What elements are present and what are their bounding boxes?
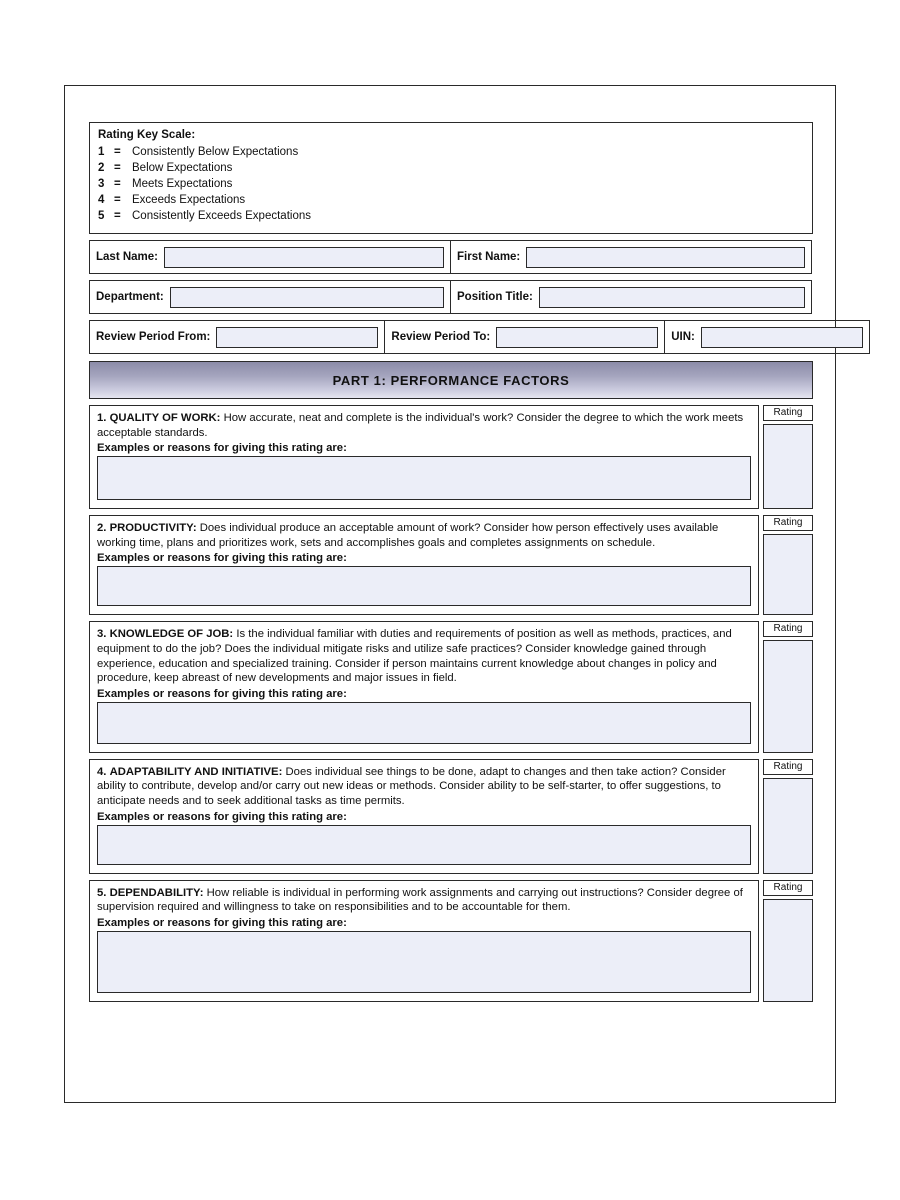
factor-number: 3. (97, 628, 107, 641)
name-row (89, 240, 813, 274)
examples-label: Examples or reasons for giving this rating are: (97, 552, 347, 565)
factor-comment-input[interactable] (97, 702, 751, 744)
rating-key-row (98, 208, 804, 224)
uin-cell (664, 320, 870, 354)
department-row (89, 280, 813, 314)
rating-input[interactable] (763, 899, 813, 1002)
rating-label: Rating (763, 405, 813, 421)
factor-question-text: Is the individual familiar with duties and requirements of position as well as methods, practices, and equipment to do the job? Does the individual mitigate risks and utilize safe practices? Consider knowledge gained through experience, education and specialized training. Consider if person maintains current knowledge about changes in policy and procedure, keep abreast of new developments and major issues in field. (97, 628, 732, 685)
rating-key-text: Exceeds Expectations (132, 194, 246, 206)
factor-block (89, 515, 813, 615)
rating-column (763, 880, 813, 1002)
rating-key-number: 3 (98, 178, 105, 190)
factor-block (89, 621, 813, 752)
review-from-cell (89, 320, 385, 354)
rating-key-text: Consistently Below Expectations (132, 146, 299, 158)
form-page (64, 85, 836, 1103)
factor-question-text: Does individual see things to be done, adapt to changes and then take action? Consider ability to contribute, develop and/or carry out new ideas or methods. Consider ability to be self-starter, to offer suggestions, to anticipate needs and to seek additional tasks as time permits. (97, 765, 726, 807)
first-name-label: First Name: (457, 251, 521, 263)
part1-header: PART 1: PERFORMANCE FACTORS (89, 361, 813, 399)
factor-question (97, 627, 751, 685)
rating-key-scale (89, 122, 813, 234)
rating-column (763, 405, 813, 509)
uin-label: UIN: (671, 331, 695, 343)
last-name-label: Last Name: (96, 251, 158, 263)
rating-input[interactable] (763, 424, 813, 509)
factor-number: 5. (97, 886, 107, 899)
rating-input[interactable] (763, 778, 813, 874)
department-label: Department: (96, 291, 164, 303)
factor-question (97, 765, 751, 809)
first-name-cell (450, 240, 812, 274)
factor-number: 4. (97, 765, 107, 778)
factor-title: QUALITY OF WORK: (109, 412, 221, 424)
factor-body (89, 515, 759, 615)
position-title-label: Position Title: (457, 291, 533, 303)
examples-label: Examples or reasons for giving this rating are: (97, 687, 347, 700)
rating-column (763, 759, 813, 874)
factor-number: 1. (97, 412, 107, 424)
rating-label: Rating (763, 759, 813, 775)
rating-label: Rating (763, 621, 813, 637)
rating-key-text: Meets Expectations (132, 178, 233, 190)
examples-label: Examples or reasons for giving this rating are: (97, 442, 347, 455)
review-from-input[interactable] (216, 327, 378, 348)
factor-question-text: How reliable is individual in performing work assignments and carrying out instructions? Consider degree of supervision required and willingness to take on responsibilities and to be accountable for them. (97, 886, 743, 914)
review-to-cell (384, 320, 665, 354)
factor-title: PRODUCTIVITY: (109, 522, 197, 535)
rating-key-row (98, 192, 804, 208)
form-sheet (89, 122, 813, 1002)
examples-label: Examples or reasons for giving this rating are: (97, 916, 347, 929)
factor-block (89, 880, 813, 1002)
factor-body (89, 621, 759, 752)
factor-block (89, 759, 813, 874)
review-from-label: Review Period From: (96, 331, 211, 343)
rating-key-equals: = (114, 162, 121, 174)
factor-comment-input[interactable] (97, 825, 751, 865)
department-cell (89, 280, 451, 314)
rating-key-number: 2 (98, 162, 105, 174)
rating-column (763, 515, 813, 615)
last-name-input[interactable] (164, 247, 444, 268)
factor-title: DEPENDABILITY: (109, 886, 204, 899)
rating-key-number: 4 (98, 194, 105, 206)
rating-input[interactable] (763, 534, 813, 615)
factor-comment-input[interactable] (97, 931, 751, 993)
rating-label: Rating (763, 880, 813, 896)
factor-body (89, 880, 759, 1002)
factor-number: 2. (97, 522, 107, 535)
factor-body (89, 759, 759, 874)
rating-label: Rating (763, 515, 813, 531)
rating-key-title: Rating Key Scale: (98, 129, 196, 141)
rating-key-equals: = (114, 194, 121, 206)
factor-question (97, 886, 751, 915)
position-title-input[interactable] (539, 287, 805, 308)
position-title-cell (450, 280, 812, 314)
rating-key-text: Below Expectations (132, 162, 233, 174)
factor-title: KNOWLEDGE OF JOB: (109, 628, 234, 641)
rating-key-equals: = (114, 178, 121, 190)
uin-input[interactable] (701, 327, 863, 348)
factor-question-text: Does individual produce an acceptable amount of work? Consider how person effectively uses available working time, plans and prioritizes work, sets and accomplishes goals and completes assignments on schedule. (97, 522, 719, 549)
factor-question (97, 521, 751, 550)
department-input[interactable] (170, 287, 444, 308)
factor-comment-input[interactable] (97, 456, 751, 500)
rating-column (763, 621, 813, 752)
factor-title: ADAPTABILITY AND INITIATIVE: (109, 765, 283, 778)
factor-block (89, 405, 813, 509)
examples-label: Examples or reasons for giving this rating are: (97, 810, 347, 823)
factor-comment-input[interactable] (97, 566, 751, 606)
factor-question-text: How accurate, neat and complete is the individual's work? Consider the degree to which the work meets acceptable standards. (97, 412, 744, 439)
rating-key-equals: = (114, 210, 121, 222)
review-period-row (89, 320, 813, 354)
rating-key-number: 1 (98, 146, 105, 158)
review-to-input[interactable] (496, 327, 658, 348)
rating-key-row (98, 144, 804, 160)
rating-input[interactable] (763, 640, 813, 752)
rating-key-text: Consistently Exceeds Expectations (132, 210, 311, 222)
rating-key-row (98, 160, 804, 176)
rating-key-row (98, 176, 804, 192)
factor-question (97, 411, 751, 440)
first-name-input[interactable] (526, 247, 805, 268)
rating-key-equals: = (114, 146, 121, 158)
factor-body (89, 405, 759, 509)
review-to-label: Review Period To: (391, 331, 491, 343)
last-name-cell (89, 240, 451, 274)
rating-key-number: 5 (98, 210, 105, 222)
